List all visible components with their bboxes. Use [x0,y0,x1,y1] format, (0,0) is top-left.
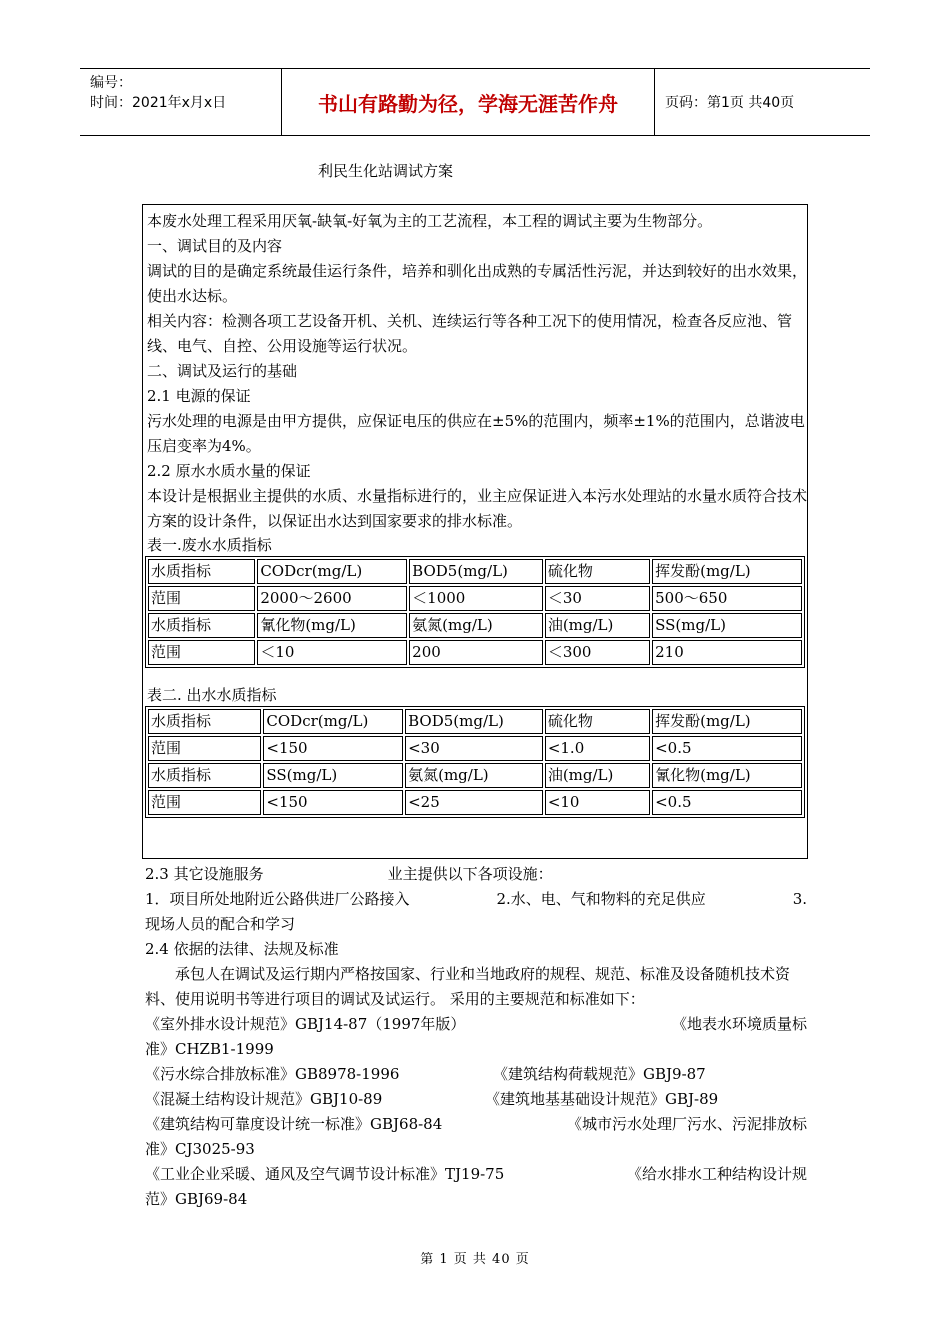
standard-item: 《建筑结构可靠度设计统一标准》GBJ68-84 [145,1115,443,1133]
table-cell: ＜300 [545,640,650,665]
table-cell: <150 [263,736,403,761]
standard-item: 《地表水环境质量标 [671,1015,807,1033]
table1-caption: 表一.废水水质指标 [147,536,272,554]
table-cell: ＜30 [545,586,650,611]
page-footer: 第 1 页 共 40 页 [420,1252,530,1267]
table-row [148,790,802,815]
document-number-label: 编号： [90,75,132,91]
table-row [148,586,802,611]
table-cell: 500～650 [652,586,802,611]
standard-item: 《建筑结构荷载规范》GBJ9-87 [493,1065,706,1083]
standard-item-cont: 准》CJ3025-93 [145,1140,255,1158]
table-cell: <1.0 [545,736,650,761]
table-cell: 油(mg/L) [545,613,650,638]
document-title: 利民生化站调试方案 [318,162,454,180]
standard-item-cont: 范》GBJ69-84 [145,1190,248,1208]
standards-paragraph: 承包人在调试及运行期内严格按国家、行业和当地政府的规程、规范、标准及设备随机技术资料、使用说明书等进行项目的调试及试运行。 采用的主要规范和标准如下： [145,965,791,1008]
table-cell: 水质指标 [148,763,261,788]
table-cell: BOD5(mg/L) [405,709,543,734]
standards-line [145,1112,807,1137]
table-cell: 范围 [148,586,255,611]
table-cell: 210 [652,640,802,665]
facility-item-2: 2.水、电、气和物料的充足供应 [496,890,706,908]
table-cell: 氨氮(mg/L) [405,763,543,788]
facility-items-line [145,887,807,912]
table-cell: 硫化物 [545,559,650,584]
table-cell: 范围 [148,790,261,815]
content-frame [142,204,808,859]
table-row [148,640,802,665]
table2-caption: 表二. 出水水质指标 [147,686,277,704]
table-cell: 范围 [148,640,255,665]
table-row [148,559,802,584]
table-cell: ＜10 [257,640,407,665]
table-cell: 挥发酚(mg/L) [652,559,802,584]
header-motto: 书山有路勤为径，学海无涯苦作舟 [282,69,655,135]
table-cell: CODcr(mg/L) [263,709,403,734]
standard-item: 《工业企业采暖、通风及空气调节设计标准》TJ19-75 [145,1165,505,1183]
document-date: 时间：2021年x月x日 [90,95,227,111]
content-paragraph: 相关内容：检测各项工艺设备开机、关机、连续运行等各种工况下的使用情况，检查各反应池、管线、电气、自控、公用设施等运行状况。 [147,312,793,355]
table-cell: 挥发酚(mg/L) [652,709,802,734]
header-page-info: 页码：第1页 共40页 [665,95,795,111]
table-cell: 水质指标 [148,709,261,734]
table-cell: <30 [405,736,543,761]
table-cell: 水质指标 [148,559,255,584]
table-cell: <0.5 [652,790,802,815]
table-cell: ＜1000 [409,586,543,611]
standard-item: 《室外排水设计规范》GBJ14-87（1997年版） [145,1015,466,1033]
table-cell: SS(mg/L) [652,613,802,638]
effluent-quality-table [145,706,805,818]
section-1-heading: 一、调试目的及内容 [147,237,283,255]
table-cell: 200 [409,640,543,665]
table-cell: <25 [405,790,543,815]
facility-item-3: 现场人员的配合和学习 [145,915,296,933]
table-cell: CODcr(mg/L) [257,559,407,584]
standards-line [145,1012,807,1037]
table-cell: <10 [545,790,650,815]
standard-item: 《给水排水工种结构设计规 [626,1165,807,1183]
table-cell: 2000～2600 [257,586,407,611]
table-cell: 氰化物(mg/L) [652,763,802,788]
main-body [145,862,807,1212]
standards-line [145,1087,807,1112]
header-meta [80,69,282,135]
water-quality-paragraph: 本设计是根据业主提供的水质、水量指标进行的，业主应保证进入本污水处理站的水量水质符合技术方案的设计条件，以保证出水达到国家要求的排水标准。 [147,487,808,530]
table-cell: <150 [263,790,403,815]
table-cell: 水质指标 [148,613,255,638]
standards-line [145,1062,807,1087]
table-cell: 油(mg/L) [545,763,650,788]
section-2-3-intro: 业主提供以下各项设施： [387,865,553,883]
standard-item: 《混凝土结构设计规范》GBJ10-89 [145,1090,383,1108]
table-row [148,736,802,761]
table-cell: 范围 [148,736,261,761]
table-cell: 硫化物 [545,709,650,734]
facility-item-3-number: 3. [792,890,807,908]
section-2-2-heading: 2.2 原水水质水量的保证 [147,462,311,480]
table-row [148,763,802,788]
standard-item: 《城市污水处理厂污水、污泥排放标 [566,1115,807,1133]
table-cell: 氨氮(mg/L) [409,613,543,638]
standard-item: 《污水综合排放标准》GB8978-1996 [145,1065,400,1083]
section-2-1-heading: 2.1 电源的保证 [147,387,251,405]
section-2-3-heading: 2.3 其它设施服务 [145,865,264,883]
table-cell: SS(mg/L) [263,763,403,788]
page-header [80,68,870,136]
table-cell: <0.5 [652,736,802,761]
facility-item-1: 1．项目所处地附近公路供进厂公路接入 [145,890,410,908]
purpose-paragraph: 调试的目的是确定系统最佳运行条件，培养和驯化出成熟的专属活性污泥，并达到较好的出水效果，使出水达标。 [147,262,808,305]
standard-item-cont: 准》CHZB1-1999 [145,1040,274,1058]
section-2-heading: 二、调试及运行的基础 [147,362,298,380]
table-row [148,613,802,638]
standards-line [145,1162,807,1187]
standard-item: 《建筑地基基础设计规范》GBJ-89 [485,1090,719,1108]
intro-paragraph: 本废水处理工程采用厌氧-缺氧-好氧为主的工艺流程，本工程的调试主要为生物部分。 [147,212,713,230]
wastewater-quality-table [145,556,805,668]
table-cell: 氰化物(mg/L) [257,613,407,638]
table-row [148,709,802,734]
power-paragraph: 污水处理的电源是由甲方提供，应保证电压的供应在±5%的范围内，频率±1%的范围内，总谐波电压启变率为4%。 [147,412,805,455]
table-cell: BOD5(mg/L) [409,559,543,584]
section-2-4-heading: 2.4 依据的法律、法规及标准 [145,940,339,958]
section-2-3-heading-line [145,862,807,887]
